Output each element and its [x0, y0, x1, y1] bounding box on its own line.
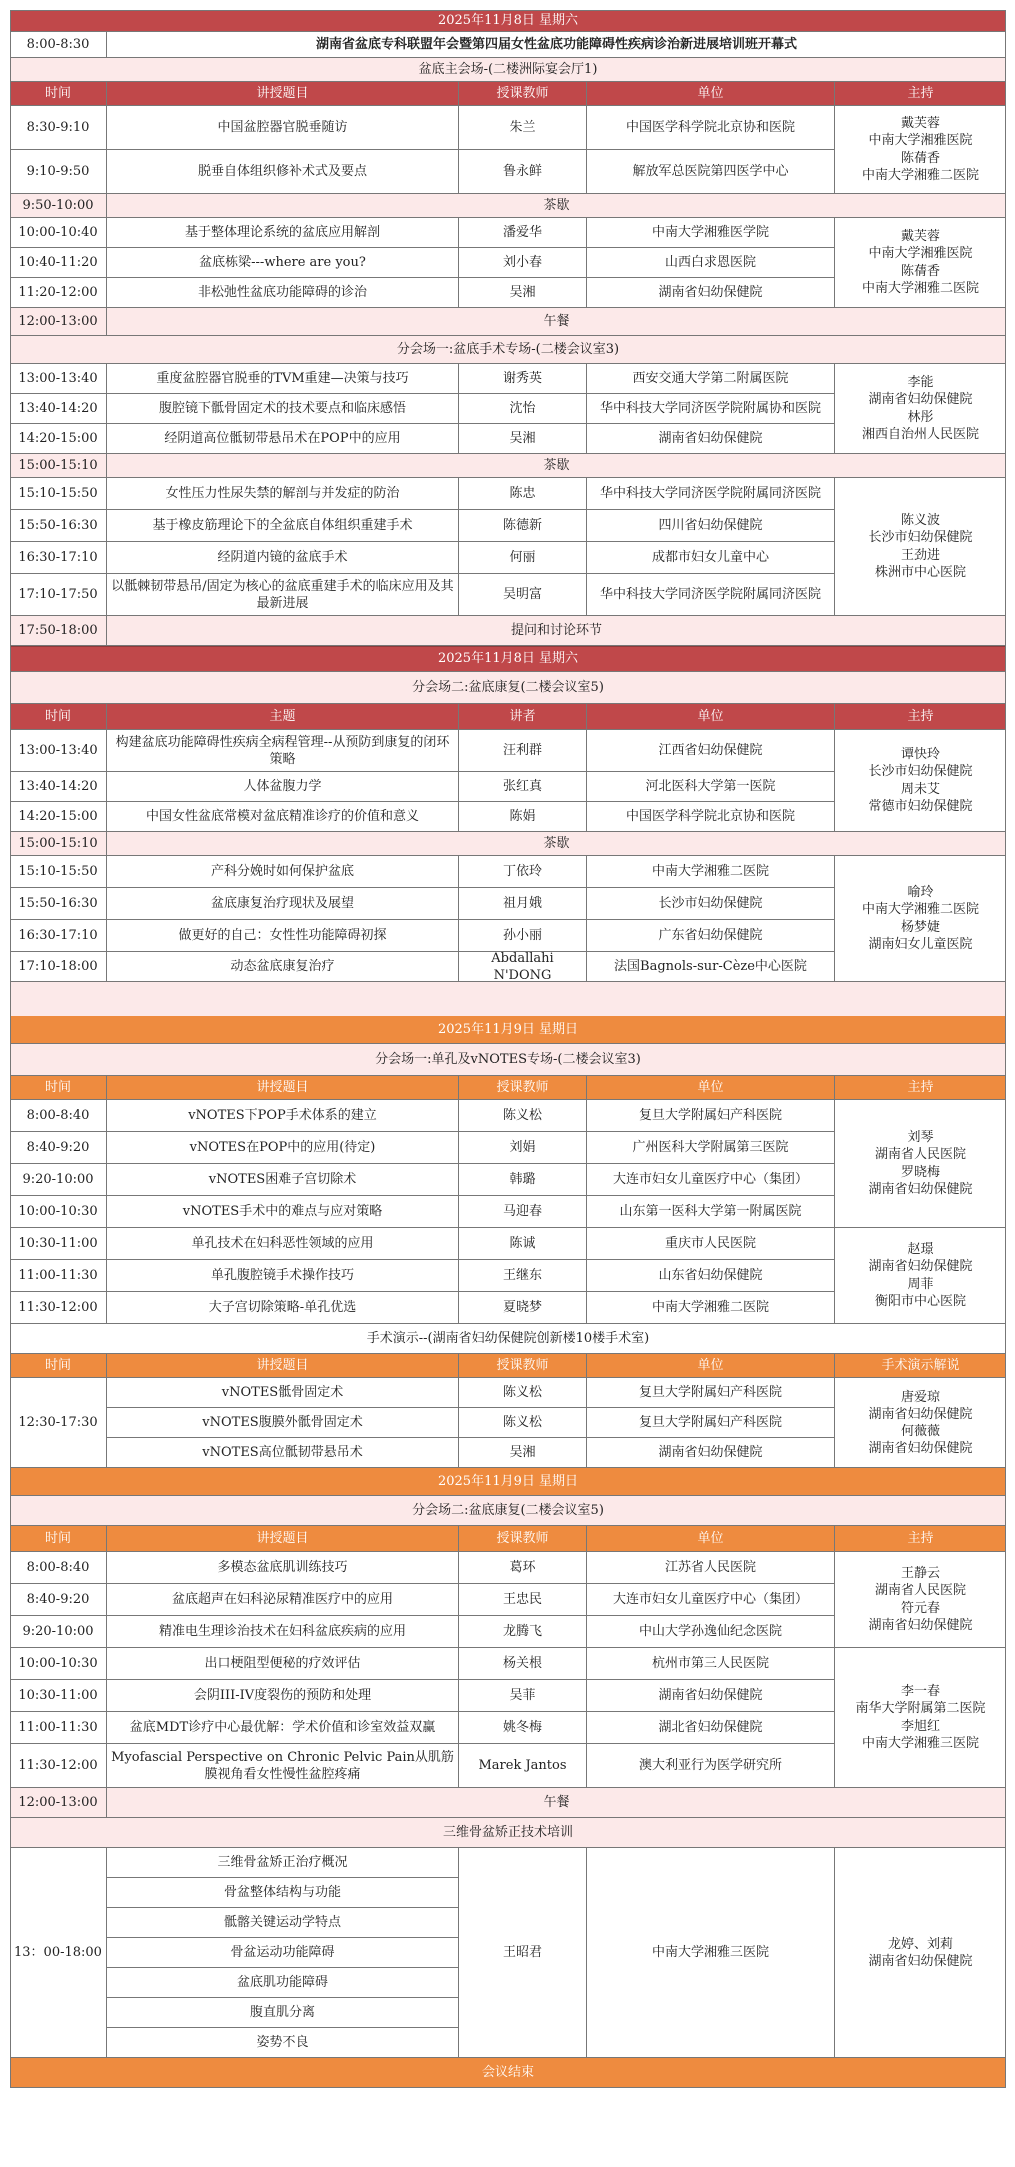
cell-unit: 华中科技大学同济医学院附属同济医院 — [586, 574, 834, 616]
cell-topic: 女性压力性尿失禁的解剖与并发症的防治 — [106, 478, 458, 510]
cell-topic: 出口梗阻型便秘的疗效评估 — [106, 1648, 458, 1680]
date-bar-label: 2025年11月9日 星期日 — [437, 1021, 579, 1037]
cell-topic: 腹腔镜下骶骨固定术的技术要点和临床感悟 — [106, 394, 458, 424]
host-names: 谭快玲 长沙市妇幼保健院 周未艾 常德市妇幼保健院 — [834, 730, 1006, 831]
host-cell — [10, 218, 1006, 308]
session-title-label: 分会场一:单孔及vNOTES专场-(二楼会议室3) — [375, 1051, 641, 1067]
host-cell — [10, 1228, 1006, 1324]
cell-teacher: 沈怡 — [458, 394, 586, 424]
cell-time: 11:30-12:00 — [18, 1758, 98, 1774]
opening-row — [10, 32, 1006, 58]
cell-time: 8:00-8:40 — [26, 1108, 90, 1124]
cell-unit: 重庆市人民医院 — [586, 1228, 834, 1260]
cell-time: 8:40-9:20 — [26, 1140, 90, 1156]
cell-topic: Myofascial Perspective on Chronic Pelvic Pain从肌筋膜视角看女性慢性盆腔疼痛 — [106, 1744, 458, 1788]
cell-time: 11:30-12:00 — [18, 1300, 98, 1316]
host-names: 刘琴 湖南省人民医院 罗晓梅 湖南省妇幼保健院 — [834, 1100, 1006, 1227]
header-teacher: 授课教师 — [458, 1354, 586, 1377]
session-title — [10, 58, 1006, 82]
cell-teacher: 刘娟 — [458, 1132, 586, 1164]
header-time: 时间 — [44, 1357, 71, 1373]
cell-teacher: 姚冬梅 — [458, 1712, 586, 1744]
cell-time: 10:00-10:30 — [18, 1656, 98, 1672]
training-topic: 三维骨盆矫正治疗概况 — [107, 1848, 458, 1878]
date-bar — [10, 1468, 1006, 1496]
cell-unit: 华中科技大学同济医学院附属协和医院 — [586, 394, 834, 424]
header-unit: 单位 — [586, 1354, 834, 1377]
cell-unit: 复旦大学附属妇产科医院 — [586, 1378, 834, 1408]
header-host: 手术演示解说 — [834, 1354, 1006, 1377]
cell-teacher: 汪利群 — [458, 730, 586, 772]
training-title — [10, 1818, 1006, 1848]
cell-teacher: 吴湘 — [458, 278, 586, 308]
cell-time: 9:10-9:50 — [26, 164, 90, 180]
cell-time: 9:20-10:00 — [22, 1172, 94, 1188]
cell-teacher: 丁依玲 — [458, 856, 586, 888]
cell-teacher: 夏晓梦 — [458, 1292, 586, 1324]
lunch-break — [10, 308, 1006, 336]
cell-unit: 复旦大学附属妇产科医院 — [586, 1100, 834, 1132]
cell-topic: 盆底栋梁---where are you? — [106, 248, 458, 278]
cell-teacher: Marek Jantos — [458, 1744, 586, 1788]
cell-teacher: 韩璐 — [458, 1164, 586, 1196]
spacer-row — [10, 982, 1006, 1016]
tea-break — [10, 832, 1006, 856]
cell-teacher: 孙小丽 — [458, 920, 586, 952]
date-bar-label: 2025年11月9日 星期日 — [437, 1473, 579, 1489]
tea-break-time: 15:00-15:10 — [18, 457, 98, 473]
header-host: 主持 — [834, 1076, 1006, 1099]
session-title-label: 盆底主会场-(二楼洲际宴会厅1) — [418, 61, 598, 77]
training-topic: 骨盆整体结构与功能 — [107, 1878, 458, 1908]
cell-time: 14:20-15:00 — [18, 431, 98, 447]
qa-row — [10, 616, 1006, 646]
cell-topic: 中国盆腔器官脱垂随访 — [106, 106, 458, 150]
training-time: 13：00-18:00 — [14, 1945, 102, 1961]
cell-unit: 山东第一医科大学第一附属医院 — [586, 1196, 834, 1228]
cell-topic: 经阴道高位骶韧带悬吊术在POP中的应用 — [106, 424, 458, 454]
cell-unit: 中山大学孙逸仙纪念医院 — [586, 1616, 834, 1648]
cell-topic: vNOTES骶骨固定术 — [106, 1378, 458, 1408]
cell-topic: 单孔技术在妇科恶性领域的应用 — [106, 1228, 458, 1260]
cell-time: 15:50-16:30 — [18, 518, 98, 534]
demo-title — [10, 1324, 1006, 1354]
cell-teacher: 吴湘 — [458, 1438, 586, 1468]
cell-unit: 四川省妇幼保健院 — [586, 510, 834, 542]
cell-topic: 单孔腹腔镜手术操作技巧 — [106, 1260, 458, 1292]
training-title-label: 三维骨盆矫正技术培训 — [442, 1824, 573, 1840]
cell-teacher: 葛环 — [458, 1552, 586, 1584]
session-title — [10, 1496, 1006, 1526]
cell-topic: vNOTES腹膜外骶骨固定术 — [106, 1408, 458, 1438]
cell-time: 17:10-18:00 — [18, 959, 98, 975]
date-bar-label: 2025年11月8日 星期六 — [437, 13, 579, 29]
header-teacher: 授课教师 — [458, 82, 586, 105]
header-topic: 讲授题目 — [106, 1526, 458, 1551]
cell-unit: 澳大利亚行为医学研究所 — [586, 1744, 834, 1788]
cell-topic: vNOTES困难子宫切除术 — [106, 1164, 458, 1196]
host-cell — [10, 730, 1006, 832]
header-topic: 主题 — [106, 704, 458, 729]
cell-unit: 大连市妇女儿童医疗中心（集团） — [586, 1164, 834, 1196]
host-cell — [10, 1552, 1006, 1648]
cell-teacher: 谢秀英 — [458, 364, 586, 394]
session-title-label: 分会场一:盆底手术专场-(二楼会议室3) — [396, 341, 620, 357]
cell-time: 17:10-17:50 — [18, 587, 98, 603]
table-header-row — [10, 1354, 1006, 1378]
session-title — [10, 672, 1006, 704]
host-cell — [10, 364, 1006, 454]
date-bar — [10, 646, 1006, 672]
cell-time: 13:00-13:40 — [18, 743, 98, 759]
table-header-row — [10, 82, 1006, 106]
table-header-row — [10, 1526, 1006, 1552]
host-names: 李能 湖南省妇幼保健院 林彤 湘西自治州人民医院 — [834, 364, 1006, 453]
cell-unit: 中国医学科学院北京协和医院 — [586, 106, 834, 150]
cell-teacher: 龙腾飞 — [458, 1616, 586, 1648]
host-names: 李一春 南华大学附属第二医院 李旭红 中南大学湘雅三医院 — [834, 1648, 1006, 1787]
cell-topic: 盆底MDT诊疗中心最优解：学术价值和诊室效益双赢 — [106, 1712, 458, 1744]
cell-time: 16:30-17:10 — [18, 928, 98, 944]
header-host: 主持 — [834, 704, 1006, 729]
cell-topic: vNOTES手术中的难点与应对策略 — [106, 1196, 458, 1228]
host-names: 喻玲 中南大学湘雅二医院 杨梦婕 湖南妇女儿童医院 — [834, 856, 1006, 981]
date-bar-label: 2025年11月8日 星期六 — [437, 651, 579, 667]
cell-teacher: 鲁永鲜 — [458, 150, 586, 194]
cell-teacher: 祖月娥 — [458, 888, 586, 920]
host-names: 戴芙蓉 中南大学湘雅医院 陈蒨香 中南大学湘雅二医院 — [834, 218, 1006, 307]
cell-teacher: 张红真 — [458, 772, 586, 802]
tea-break — [10, 454, 1006, 478]
training-block — [10, 1848, 1006, 2058]
cell-unit: 湖南省妇幼保健院 — [586, 1438, 834, 1468]
header-host: 主持 — [834, 82, 1006, 105]
cell-teacher: 何丽 — [458, 542, 586, 574]
cell-time: 10:00-10:40 — [18, 225, 98, 241]
cell-unit: 中南大学湘雅医学院 — [586, 218, 834, 248]
host-names: 王静云 湖南省人民医院 符元春 湖南省妇幼保健院 — [834, 1552, 1006, 1647]
cell-teacher: 朱兰 — [458, 106, 586, 150]
cell-unit: 广州医科大学附属第三医院 — [586, 1132, 834, 1164]
training-teacher: 王昭君 — [458, 1848, 586, 2058]
cell-teacher: 刘小春 — [458, 248, 586, 278]
lunch-break-time: 12:00-13:00 — [18, 313, 98, 329]
training-unit: 中南大学湘雅三医院 — [586, 1848, 834, 2058]
training-topic: 骨盆运动功能障碍 — [107, 1938, 458, 1968]
cell-teacher: 吴湘 — [458, 424, 586, 454]
cell-teacher: 马迎春 — [458, 1196, 586, 1228]
date-bar — [10, 10, 1006, 32]
cell-unit: 山西白求恩医院 — [586, 248, 834, 278]
cell-unit: 长沙市妇幼保健院 — [586, 888, 834, 920]
host-cell — [10, 106, 1006, 194]
tea-break — [10, 194, 1006, 218]
cell-time: 15:50-16:30 — [18, 896, 98, 912]
training-topic: 骶髂关键运动学特点 — [107, 1908, 458, 1938]
cell-teacher: 潘爱华 — [458, 218, 586, 248]
cell-topic: 经阴道内镜的盆底手术 — [106, 542, 458, 574]
cell-teacher: 陈义松 — [458, 1378, 586, 1408]
cell-topic: 非松弛性盆底功能障碍的诊治 — [106, 278, 458, 308]
cell-unit: 江西省妇幼保健院 — [586, 730, 834, 772]
cell-teacher: 杨关根 — [458, 1648, 586, 1680]
cell-teacher: 陈诚 — [458, 1228, 586, 1260]
closing-bar-label: 会议结束 — [481, 2064, 534, 2080]
lunch-break — [10, 1788, 1006, 1818]
header-unit: 单位 — [586, 704, 834, 729]
cell-topic: 人体盆腹力学 — [106, 772, 458, 802]
session-title-label: 分会场二:盆底康复(二楼会议室5) — [412, 679, 604, 695]
header-teacher: 授课教师 — [458, 1076, 586, 1099]
cell-unit: 大连市妇女儿童医疗中心（集团） — [586, 1584, 834, 1616]
cell-time: 10:00-10:30 — [18, 1204, 98, 1220]
tea-break-label: 茶歇 — [106, 194, 1006, 217]
cell-unit: 成都市妇女儿童中心 — [586, 542, 834, 574]
session-title-label: 分会场二:盆底康复(二楼会议室5) — [412, 1502, 604, 1518]
cell-teacher: 陈德新 — [458, 510, 586, 542]
cell-unit: 法国Bagnols-sur-Cèze中心医院 — [586, 952, 834, 982]
cell-unit: 湖南省妇幼保健院 — [586, 1680, 834, 1712]
session-title — [10, 336, 1006, 364]
header-teacher: 讲者 — [458, 704, 586, 729]
cell-unit: 湖南省妇幼保健院 — [586, 424, 834, 454]
tea-break-label: 茶歇 — [106, 454, 1006, 477]
host-names: 唐爱琼 湖南省妇幼保健院 何薇薇 湖南省妇幼保健院 — [834, 1378, 1006, 1468]
cell-time: 10:30-11:00 — [18, 1236, 98, 1252]
cell-time: 8:40-9:20 — [26, 1592, 90, 1608]
cell-unit: 中南大学湘雅二医院 — [586, 1292, 834, 1324]
cell-time: 11:00-11:30 — [18, 1720, 98, 1736]
cell-topic: 脱垂自体组织修补术式及要点 — [106, 150, 458, 194]
cell-topic: 基于整体理论系统的盆底应用解剖 — [106, 218, 458, 248]
tea-break-time: 15:00-15:10 — [18, 835, 98, 851]
cell-time: 10:30-11:00 — [18, 1688, 98, 1704]
cell-teacher: Abdallahi N'DONG — [458, 952, 586, 982]
training-topic-list — [106, 1848, 458, 2058]
cell-topic: 以骶棘韧带悬吊/固定为核心的盆底重建手术的临床应用及其最新进展 — [106, 574, 458, 616]
session-title — [10, 1044, 1006, 1076]
cell-topic: 基于橡皮筋理论下的全盆底自体组织重建手术 — [106, 510, 458, 542]
cell-teacher: 陈忠 — [458, 478, 586, 510]
opening-title: 湖南省盆底专科联盟年会暨第四届女性盆底功能障碍性疾病诊治新进展培训班开幕式 — [106, 32, 1006, 57]
header-time: 时间 — [44, 1530, 71, 1546]
header-time: 时间 — [44, 1079, 71, 1095]
opening-time: 8:00-8:30 — [26, 36, 90, 52]
header-time: 时间 — [44, 85, 71, 101]
cell-unit: 江苏省人民医院 — [586, 1552, 834, 1584]
demo-title-label: 手术演示--(湖南省妇幼保健院创新楼10楼手术室) — [366, 1330, 650, 1346]
header-topic: 讲授题目 — [106, 1076, 458, 1099]
cell-unit: 中南大学湘雅二医院 — [586, 856, 834, 888]
cell-teacher: 王继东 — [458, 1260, 586, 1292]
host-names: 陈义波 长沙市妇幼保健院 王劲进 株洲市中心医院 — [834, 478, 1006, 615]
training-topic: 姿势不良 — [256, 2035, 309, 2051]
lunch-break-label: 午餐 — [106, 1788, 1006, 1817]
cell-unit: 中国医学科学院北京协和医院 — [586, 802, 834, 832]
cell-teacher: 陈义松 — [458, 1100, 586, 1132]
cell-time: 11:20-12:00 — [18, 285, 98, 301]
cell-unit: 华中科技大学同济医学院附属同济医院 — [586, 478, 834, 510]
cell-unit: 湖南省妇幼保健院 — [586, 278, 834, 308]
cell-time: 9:20-10:00 — [22, 1624, 94, 1640]
cell-topic: 会阴III-IV度裂伤的预防和处理 — [106, 1680, 458, 1712]
cell-unit: 广东省妇幼保健院 — [586, 920, 834, 952]
cell-unit: 河北医科大学第一医院 — [586, 772, 834, 802]
cell-unit: 湖北省妇幼保健院 — [586, 1712, 834, 1744]
cell-time: 15:10-15:50 — [18, 486, 98, 502]
host-cell — [10, 478, 1006, 616]
cell-time: 14:20-15:00 — [18, 809, 98, 825]
cell-time: 8:30-9:10 — [26, 120, 90, 136]
header-unit: 单位 — [586, 1076, 834, 1099]
cell-teacher: 吴菲 — [458, 1680, 586, 1712]
cell-time: 15:10-15:50 — [18, 864, 98, 880]
cell-topic: vNOTES高位骶韧带悬吊术 — [106, 1438, 458, 1468]
cell-unit: 复旦大学附属妇产科医院 — [586, 1408, 834, 1438]
cell-time: 10:40-11:20 — [18, 255, 98, 271]
header-host: 主持 — [834, 1526, 1006, 1551]
cell-unit: 西安交通大学第二附属医院 — [586, 364, 834, 394]
table-header-row — [10, 704, 1006, 730]
host-names: 赵璟 湖南省妇幼保健院 周菲 衡阳市中心医院 — [834, 1228, 1006, 1323]
table-header-row — [10, 1076, 1006, 1100]
cell-topic: vNOTES在POP中的应用(待定) — [106, 1132, 458, 1164]
tea-break-time: 9:50-10:00 — [22, 197, 94, 213]
training-topic: 腹直肌分离 — [107, 1998, 458, 2028]
lunch-break-time: 12:00-13:00 — [18, 1794, 98, 1810]
cell-topic: 重度盆腔器官脱垂的TVM重建—决策与技巧 — [106, 364, 458, 394]
cell-time: 13:00-13:40 — [18, 371, 98, 387]
host-names: 戴芙蓉 中南大学湘雅医院 陈蒨香 中南大学湘雅二医院 — [834, 106, 1006, 193]
header-unit: 单位 — [586, 1526, 834, 1551]
cell-topic: 盆底超声在妇科泌尿精准医疗中的应用 — [106, 1584, 458, 1616]
host-names: 龙婷、刘莉 湖南省妇幼保健院 — [834, 1848, 1006, 2058]
lunch-break-label: 午餐 — [106, 308, 1006, 335]
header-unit: 单位 — [586, 82, 834, 105]
cell-time: 8:00-8:40 — [26, 1560, 90, 1576]
cell-time: 13:40-14:20 — [18, 779, 98, 795]
cell-time: 11:00-11:30 — [18, 1268, 98, 1284]
header-teacher: 授课教师 — [458, 1526, 586, 1551]
cell-unit: 山东省妇幼保健院 — [586, 1260, 834, 1292]
cell-topic: 产科分娩时如何保护盆底 — [106, 856, 458, 888]
cell-time: 13:40-14:20 — [18, 401, 98, 417]
cell-topic: 构建盆底功能障碍性疾病全病程管理--从预防到康复的闭环策略 — [106, 730, 458, 772]
host-cell — [10, 1378, 1006, 1468]
cell-teacher: 陈娟 — [458, 802, 586, 832]
cell-teacher: 陈义松 — [458, 1408, 586, 1438]
host-cell — [10, 1648, 1006, 1788]
closing-bar — [10, 2058, 1006, 2088]
cell-teacher: 吴明富 — [458, 574, 586, 616]
qa-row-label: 提问和讨论环节 — [106, 616, 1006, 645]
cell-unit: 解放军总医院第四医学中心 — [586, 150, 834, 194]
cell-topic: 做更好的自己：女性性功能障碍初探 — [106, 920, 458, 952]
cell-topic: 精准电生理诊治技术在妇科盆底疾病的应用 — [106, 1616, 458, 1648]
demo-time: 12:30-17:30 — [18, 1415, 98, 1431]
cell-topic: 多模态盆底肌训练技巧 — [106, 1552, 458, 1584]
cell-topic: 大子宫切除策略-单孔优选 — [106, 1292, 458, 1324]
training-topic: 盆底肌功能障碍 — [107, 1968, 458, 1998]
date-bar — [10, 1016, 1006, 1044]
cell-topic: vNOTES下POP手术体系的建立 — [106, 1100, 458, 1132]
cell-teacher: 王忠民 — [458, 1584, 586, 1616]
host-cell — [10, 856, 1006, 982]
cell-time: 16:30-17:10 — [18, 550, 98, 566]
header-topic: 讲授题目 — [106, 82, 458, 105]
header-topic: 讲授题目 — [106, 1354, 458, 1377]
header-time: 时间 — [44, 708, 71, 724]
host-cell — [10, 1100, 1006, 1228]
cell-unit: 杭州市第三人民医院 — [586, 1648, 834, 1680]
cell-topic: 动态盆底康复治疗 — [106, 952, 458, 982]
cell-topic: 中国女性盆底常模对盆底精准诊疗的价值和意义 — [106, 802, 458, 832]
qa-row-time: 17:50-18:00 — [18, 622, 98, 638]
cell-topic: 盆底康复治疗现状及展望 — [106, 888, 458, 920]
tea-break-label: 茶歇 — [106, 832, 1006, 855]
